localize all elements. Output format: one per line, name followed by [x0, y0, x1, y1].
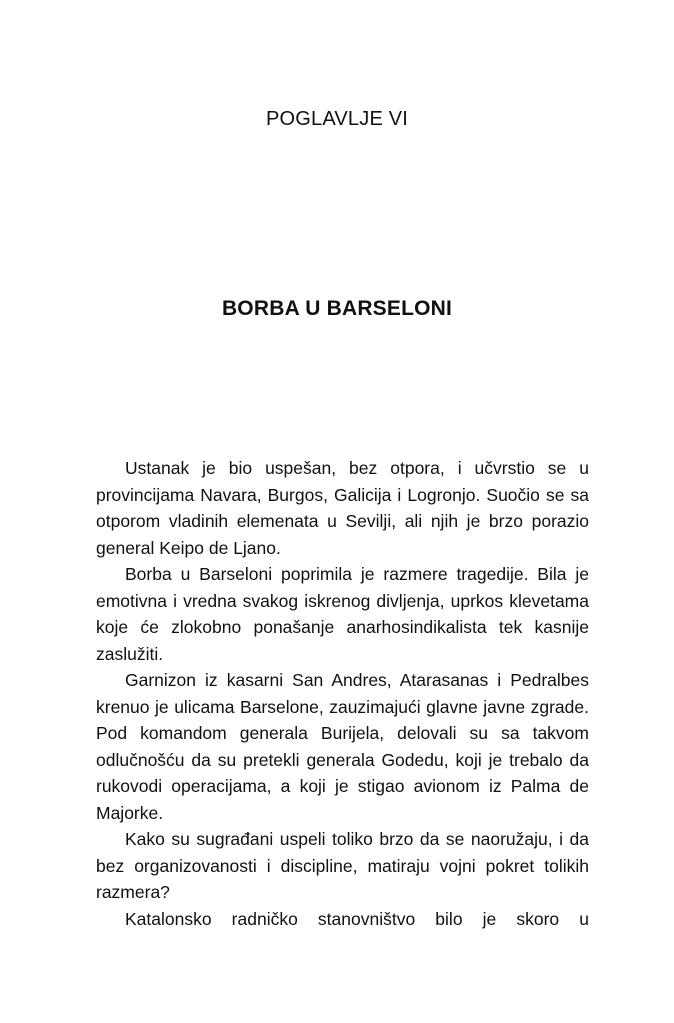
paragraph: Kako su sugrađani uspeli toliko brzo da se naoružaju, i da bez organizovanosti i discipline, matiraju vojni pokret tolikih razmera? — [96, 829, 589, 902]
paragraph: Ustanak je bio uspešan, bez otpora, i učvrstio se u provincijama Navara, Burgos, Galicija i Logronjo. Suočio se sa otporom vladinih elemenata u Sevilji, ali njih je brzo porazio general Keipo de Ljano. — [96, 458, 589, 558]
chapter-label: POGLAVLJE VI — [265, 108, 409, 130]
body-text — [96, 455, 589, 932]
paragraph: Garnizon iz kasarni San Andres, Atarasanas i Pedralbes krenuo je ulicama Barselone, zauzimajući glavne javne zgrade. Pod komandom generala Burijela, delovali su sa takvom odlučnošću da su pretekli generala Godedu, koji je trebalo da rukovodi operacijama, a koji je stigao avionom iz Palma de Majorke. — [96, 670, 589, 823]
paragraph: Katalonsko radničko stanovništvo bilo je skoro u — [125, 908, 589, 929]
paragraph: Borba u Barseloni poprimila je razmere tragedije. Bila je emotivna i vredna svakog iskrenog divljenja, uprkos klevetama koje će zlokobno ponašanje anarhosindikalista tek kasnije zaslužiti. — [96, 564, 589, 664]
chapter-title: BORBA U BARSELONI — [221, 297, 453, 320]
